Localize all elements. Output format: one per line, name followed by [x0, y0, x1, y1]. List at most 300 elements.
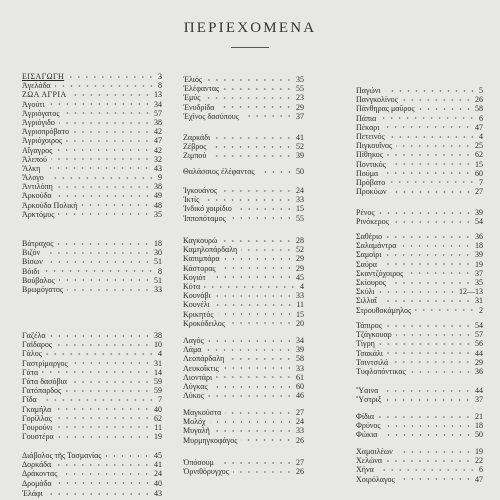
- dot-leader: [221, 238, 293, 244]
- toc-entry: [183, 75, 304, 84]
- entry-title: Ὀρνιθόρυγχος: [183, 467, 229, 477]
- dot-leader: [221, 188, 293, 194]
- toc-group: [22, 331, 162, 441]
- toc-entry: [356, 386, 483, 395]
- dot-leader: [218, 460, 293, 466]
- toc-entry: [356, 475, 483, 484]
- toc-entry: [183, 142, 304, 151]
- entry-title: Κάστορας: [183, 263, 216, 273]
- dot-leader: [396, 332, 472, 338]
- toc-entry: [22, 239, 162, 248]
- toc-entry: [22, 191, 162, 200]
- dot-leader: [415, 307, 476, 313]
- entry-title: Πάπια: [356, 113, 377, 123]
- page-title: ΠΕΡΙΕΧΟΜΕΝΑ: [183, 20, 317, 36]
- page-number: 26: [296, 435, 304, 445]
- entry-title: Ἐχῖνος δασύπους: [183, 111, 239, 121]
- dot-leader: [50, 333, 151, 339]
- dot-leader: [203, 197, 293, 203]
- toc-entry: [183, 408, 304, 417]
- entry-title: Γάτα: [22, 367, 39, 377]
- dot-leader: [228, 356, 293, 362]
- dot-leader: [64, 110, 151, 116]
- entry-title: Δρομάδα: [22, 478, 52, 488]
- toc-entry: [22, 72, 162, 81]
- page-number: 22: [475, 456, 483, 466]
- dot-leader: [81, 202, 151, 208]
- entry-title: Γάλος: [22, 349, 42, 359]
- page-number: 29: [475, 357, 483, 367]
- page-number: 8: [158, 81, 162, 91]
- entry-title: Ὕαινα: [356, 386, 379, 395]
- page-number: 41: [154, 460, 162, 470]
- toc-entry: [183, 167, 304, 176]
- toc-entry: [183, 186, 304, 195]
- entry-title: Λευκοΐκτις: [183, 363, 219, 373]
- dot-leader: [419, 106, 472, 112]
- entry-title: Σκύλι: [356, 287, 375, 297]
- entry-title: Μυγαλῆ: [183, 426, 210, 436]
- page-number: 19: [475, 259, 483, 269]
- entry-title: Ἐλέφαντας: [183, 84, 220, 94]
- dot-leader: [223, 365, 293, 371]
- toc-entry: [356, 306, 483, 315]
- dot-leader: [57, 184, 151, 190]
- toc-group: [356, 386, 483, 404]
- dot-leader: [390, 161, 472, 167]
- dot-leader: [385, 252, 472, 258]
- entry-title: Ἀλεπού: [22, 154, 48, 164]
- toc-entry: [356, 296, 483, 305]
- entry-title: Σκαντζόχοιρος: [356, 268, 404, 278]
- toc-entry: [183, 204, 304, 213]
- entry-title: Ὕστριξ: [356, 395, 382, 405]
- page-number: 21: [475, 412, 483, 421]
- page-number: 26: [296, 467, 304, 477]
- dot-leader: [223, 86, 293, 92]
- toc-entry: [183, 336, 304, 345]
- toc-entry: [356, 395, 483, 404]
- page-number: 51: [154, 257, 162, 267]
- page-number: 59: [154, 386, 162, 396]
- entry-title: Πάνθηρας μαῦρος: [356, 104, 415, 114]
- toc-group: [183, 186, 304, 223]
- dot-leader: [210, 153, 293, 159]
- entry-title: Μολόχ: [183, 417, 206, 427]
- dot-leader: [59, 120, 151, 126]
- entry-title: Σαμοϊρι: [356, 250, 382, 260]
- toc-entry: [183, 364, 304, 373]
- entry-title: Γαζέλα: [22, 331, 46, 340]
- toc-entry: [183, 391, 304, 400]
- dot-leader: [41, 397, 155, 403]
- entry-title: Σιλλαΐ: [356, 296, 377, 306]
- dot-leader: [48, 175, 155, 181]
- page-number: 25: [475, 141, 483, 151]
- dot-leader: [379, 341, 472, 347]
- dot-leader: [56, 342, 151, 348]
- toc-entry: [356, 241, 483, 250]
- entry-title: Τζάγκουαρ: [356, 330, 392, 340]
- dot-leader: [215, 293, 293, 299]
- page-number: 20: [296, 318, 304, 328]
- entry-title: Γατόπαρδος: [22, 386, 62, 396]
- page-number: 11: [154, 422, 162, 432]
- toc-entry: [183, 93, 304, 102]
- toc-entry: [356, 123, 483, 132]
- page-number: 19: [154, 432, 162, 442]
- page-number: 33: [296, 363, 304, 373]
- dot-leader: [236, 206, 293, 212]
- page-number: 27: [296, 408, 304, 417]
- page-number: 52: [296, 245, 304, 255]
- toc-entry: [22, 368, 162, 377]
- entry-title: Ποντικός: [356, 159, 386, 169]
- dot-leader: [43, 268, 155, 274]
- dot-leader: [55, 83, 155, 89]
- dot-leader: [382, 170, 472, 176]
- dot-leader: [407, 270, 472, 276]
- entry-title: Λεοπάρδαλη: [183, 354, 225, 364]
- toc-entry: [22, 210, 162, 219]
- dot-leader: [218, 311, 293, 317]
- dot-leader: [402, 97, 472, 103]
- page-number: 4: [300, 281, 304, 291]
- toc-group: [183, 336, 304, 400]
- dot-leader: [44, 165, 151, 171]
- page-number: 18: [154, 239, 162, 248]
- entry-title: Βούβαλος: [22, 275, 55, 285]
- dot-leader: [205, 347, 293, 353]
- page-number: 35: [154, 209, 162, 219]
- page-number: 5: [479, 86, 483, 95]
- dot-leader: [67, 287, 151, 293]
- dot-leader: [380, 115, 476, 121]
- dot-leader: [212, 384, 293, 390]
- entry-title: Προκύων: [356, 187, 387, 197]
- dot-leader: [218, 104, 293, 110]
- dot-leader: [42, 369, 151, 375]
- toc-entry: [22, 155, 162, 164]
- dot-leader: [386, 234, 472, 240]
- entry-title: Χήνα: [356, 465, 374, 475]
- page-number: 45: [154, 451, 162, 460]
- toc-group: [356, 321, 483, 376]
- page-number: 50: [475, 430, 483, 440]
- dot-leader: [56, 424, 151, 430]
- toc-entry: [356, 178, 483, 187]
- entry-title: Πιγκουΐνος: [356, 141, 393, 151]
- entry-title: Παγώνι: [356, 86, 381, 95]
- dot-leader: [204, 284, 297, 290]
- page-number: 29: [296, 254, 304, 264]
- toc-entry: [183, 467, 304, 476]
- toc-column-3: [356, 0, 483, 500]
- toc-entry: [183, 319, 304, 328]
- dot-leader: [44, 250, 151, 256]
- page-number: 42: [154, 127, 162, 137]
- toc-entry: [22, 469, 162, 478]
- page-number: 52: [296, 142, 304, 152]
- page-number: 56: [475, 339, 483, 349]
- page-number: 59: [154, 376, 162, 386]
- entry-title: Τσακάλι: [356, 348, 383, 358]
- dot-leader: [56, 415, 151, 421]
- dot-leader: [381, 261, 472, 267]
- page-number: 46: [296, 391, 304, 401]
- page-number: 47: [475, 474, 483, 484]
- dot-leader: [381, 298, 472, 304]
- page-number: 37: [475, 395, 483, 405]
- dot-leader: [379, 210, 472, 216]
- dot-leader: [204, 95, 293, 101]
- toc-entry: [22, 432, 162, 441]
- entry-title: Βάτραχος: [22, 239, 54, 248]
- entry-title: Ὀπόσουμ: [183, 458, 214, 467]
- entry-title: Χελώνα: [356, 456, 383, 466]
- page-number: 47: [475, 122, 483, 132]
- page-number: 38: [154, 331, 162, 340]
- page-number: 43: [154, 489, 162, 498]
- toc-entry: [183, 310, 304, 319]
- entry-title: Δράκοντας: [22, 469, 58, 479]
- toc-entry: [183, 254, 304, 263]
- toc-entry: [22, 201, 162, 210]
- entry-title: Ἄλογο: [22, 173, 44, 183]
- toc-column-1: [22, 0, 162, 500]
- entry-title: Φρύνος: [356, 421, 381, 431]
- toc-entry: [22, 331, 162, 340]
- dot-leader: [214, 135, 293, 141]
- toc-group: [183, 236, 304, 328]
- page-number: 34: [154, 99, 162, 109]
- entry-title: Πούμα: [356, 168, 379, 178]
- dot-leader: [47, 259, 151, 265]
- toc-entry: [356, 187, 483, 196]
- entry-title: Ζέβρος: [183, 142, 207, 152]
- page-number: 4: [479, 131, 483, 141]
- dot-leader: [379, 289, 456, 295]
- dot-leader: [385, 88, 476, 94]
- toc-group: [22, 489, 162, 498]
- entry-title: Πίθηκος: [356, 150, 383, 160]
- toc-entry: [22, 386, 162, 395]
- entry-title: Λιοντάρι: [183, 372, 213, 382]
- dot-leader: [230, 215, 293, 221]
- toc-entry: [356, 412, 483, 421]
- dot-leader: [57, 241, 151, 247]
- dot-leader: [208, 338, 293, 344]
- toc-entry: [183, 84, 304, 93]
- page-number: 7: [158, 395, 162, 405]
- dot-leader: [387, 350, 472, 356]
- toc-group: [183, 167, 304, 176]
- page-number: 58: [475, 104, 483, 114]
- page-number: 40: [154, 404, 162, 414]
- dot-leader: [216, 374, 293, 380]
- entry-title: Κουνάβι: [183, 291, 211, 301]
- page-number: 15: [475, 159, 483, 169]
- toc-entry: [356, 169, 483, 178]
- entry-title: Πανγκολίνος: [356, 95, 398, 105]
- page-number: 43: [154, 163, 162, 173]
- entry-title: Γουρούνι: [22, 422, 53, 432]
- entry-title: ΖΩΑ ΑΓΡΙΑ: [22, 90, 67, 100]
- dot-leader: [382, 388, 472, 394]
- entry-title: Σαθέριο: [356, 232, 383, 241]
- dot-leader: [208, 393, 293, 399]
- dot-leader: [241, 437, 293, 443]
- dot-leader: [389, 134, 476, 140]
- dot-leader: [224, 256, 293, 262]
- toc-entry: [356, 465, 483, 474]
- toc-entry: [356, 114, 483, 123]
- toc-entry: [22, 146, 162, 155]
- entry-title: Καγκουρώ: [183, 236, 218, 245]
- page-number: 34: [296, 336, 304, 345]
- page-number: 47: [154, 136, 162, 146]
- page-number: 3: [158, 72, 162, 81]
- dot-leader: [61, 471, 151, 477]
- entry-title: Πρόβατο: [356, 177, 386, 187]
- toc-entry: [356, 86, 483, 95]
- toc-entry: [183, 282, 304, 291]
- page-number: 54: [475, 217, 483, 227]
- entry-title: Γαϊδαρος: [22, 340, 53, 350]
- entry-title: Στρουθοκάμηλος: [356, 305, 412, 315]
- page-number: 29: [296, 102, 304, 112]
- entry-title: Βόιδι: [22, 266, 40, 276]
- dot-leader: [233, 469, 293, 475]
- page-number: 7: [479, 177, 483, 187]
- entry-title: Καμηλοπάρδαλη: [183, 245, 238, 255]
- dot-leader: [378, 467, 476, 473]
- entry-title: Ἰγκουάνος: [183, 186, 218, 195]
- toc-column-2: [183, 0, 304, 500]
- entry-title: ΕΙΣΑΓΩΓΗ: [22, 72, 65, 81]
- dot-leader: [400, 243, 472, 249]
- page-number: 39: [475, 250, 483, 260]
- entry-title: Γορίλλας: [22, 413, 52, 423]
- entry-title: Ἄλκη: [22, 163, 41, 173]
- entry-title: Σαλαμάντρα: [356, 241, 397, 251]
- dot-leader: [378, 414, 472, 420]
- entry-title: Τσιντσιλά: [356, 357, 389, 367]
- dot-leader: [382, 432, 473, 438]
- dot-leader: [399, 476, 472, 482]
- toc-entry: [183, 103, 304, 112]
- dot-leader: [71, 379, 151, 385]
- toc-entry: [356, 287, 483, 296]
- dot-leader: [206, 77, 293, 83]
- toc-entry: [22, 127, 162, 136]
- page-number: 31: [475, 296, 483, 306]
- dot-leader: [220, 265, 293, 271]
- entry-title: Γάτα δασόβια: [22, 376, 67, 386]
- dot-leader: [56, 147, 151, 153]
- page-number: 60: [475, 168, 483, 178]
- entry-title: Ἀγριόγιδο: [22, 117, 55, 127]
- toc-entry: [183, 112, 304, 121]
- entry-title: Ἀγριόγατος: [22, 108, 60, 118]
- page-number: 39: [475, 208, 483, 217]
- page-number: 6: [479, 113, 483, 123]
- toc-group: [22, 72, 162, 219]
- toc-entry: [183, 151, 304, 160]
- page-number: 35: [296, 75, 304, 84]
- entry-title: Ἐμύς: [183, 93, 201, 103]
- entry-title: Βιζόν: [22, 248, 41, 258]
- entry-title: Φώκια: [356, 430, 378, 440]
- entry-title: Θαλάσσιος ἐλέφαντας: [183, 167, 255, 176]
- toc-entry: [22, 423, 162, 432]
- toc-entry: [183, 345, 304, 354]
- toc-entry: [22, 460, 162, 469]
- dot-leader: [105, 453, 151, 459]
- page-number: 27: [475, 187, 483, 197]
- entry-title: Ἀρκούδα: [22, 191, 52, 201]
- toc-entry: [356, 430, 483, 439]
- toc-entry: [183, 300, 304, 309]
- toc-entry: [22, 81, 162, 90]
- entry-title: Ἱπποπόταμος: [183, 213, 226, 223]
- page-number: 37: [475, 268, 483, 278]
- dot-leader: [389, 179, 476, 185]
- page-number: 24: [296, 417, 304, 427]
- entry-title: Ἀρκτόμυς: [22, 209, 55, 219]
- dot-leader: [55, 462, 151, 468]
- dot-leader: [243, 113, 293, 119]
- toc-entry: [356, 447, 483, 456]
- toc-entry: [356, 217, 483, 226]
- dot-leader: [59, 277, 151, 283]
- page-number: 27: [296, 458, 304, 467]
- toc-entry: [22, 109, 162, 118]
- entry-title: Γκαμήλα: [22, 404, 52, 414]
- page-number: 4: [158, 349, 162, 359]
- toc-entry: [356, 330, 483, 339]
- entry-title: Μαγκούστα: [183, 408, 222, 417]
- page-number: 62: [154, 413, 162, 423]
- toc-entry: [22, 377, 162, 386]
- entry-title: Ἀγριόχοιρος: [22, 136, 63, 146]
- entry-title: Πέκαρι: [356, 122, 380, 132]
- page-number: 31: [154, 358, 162, 368]
- toc-entry: [356, 260, 483, 269]
- page-number: 38: [154, 182, 162, 192]
- dot-leader: [386, 323, 472, 329]
- toc-entry: [22, 340, 162, 349]
- page-number: 9: [158, 173, 162, 183]
- page-number: 6: [479, 465, 483, 475]
- page-number: 13: [154, 90, 162, 100]
- dot-leader: [397, 449, 472, 455]
- page-number: 57: [475, 330, 483, 340]
- page-number: 14: [154, 367, 162, 377]
- toc-entry: [356, 104, 483, 113]
- toc-entry: [183, 373, 304, 382]
- dot-leader: [393, 219, 472, 225]
- dot-leader: [73, 129, 151, 135]
- toc-group: [183, 75, 304, 121]
- entry-title: Κροκόδειλος: [183, 318, 225, 328]
- toc-entry: [356, 132, 483, 141]
- toc-entry: [356, 208, 483, 217]
- dot-leader: [65, 388, 151, 394]
- dot-leader: [68, 74, 155, 80]
- toc-entry: [356, 150, 483, 159]
- page-number: 18: [475, 241, 483, 251]
